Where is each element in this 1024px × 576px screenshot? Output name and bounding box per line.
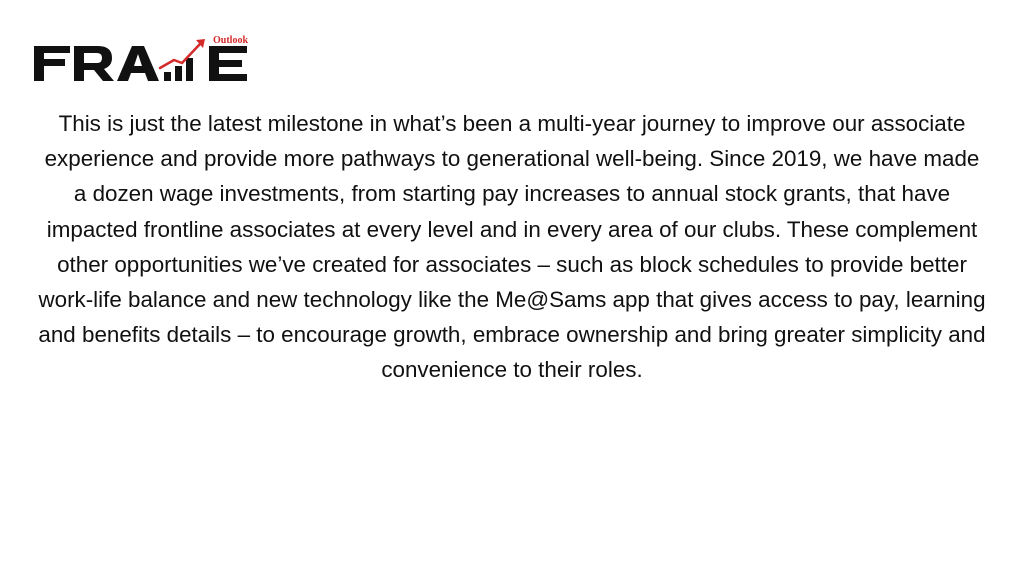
frame-outlook-logo [34, 34, 252, 86]
logo-subtext: Outlook [213, 35, 249, 46]
article-body: This is just the latest milestone in what’s been a multi-year journey to improve our associate experience and provide more pathways to generational well-being. Since 2019, we have made a dozen wage investments, from starting pay increases to annual stock grants, that have impacted frontline associates at every level and in every area of our clubs. These complement other opportunities we’ve created for associates – such as block schedules to provide better work-life balance and new technology like the Me@Sams app that gives access to pay, learning and benefits details – to encourage growth, embrace ownership and bring greater simplicity and convenience to their roles. [38, 111, 986, 383]
